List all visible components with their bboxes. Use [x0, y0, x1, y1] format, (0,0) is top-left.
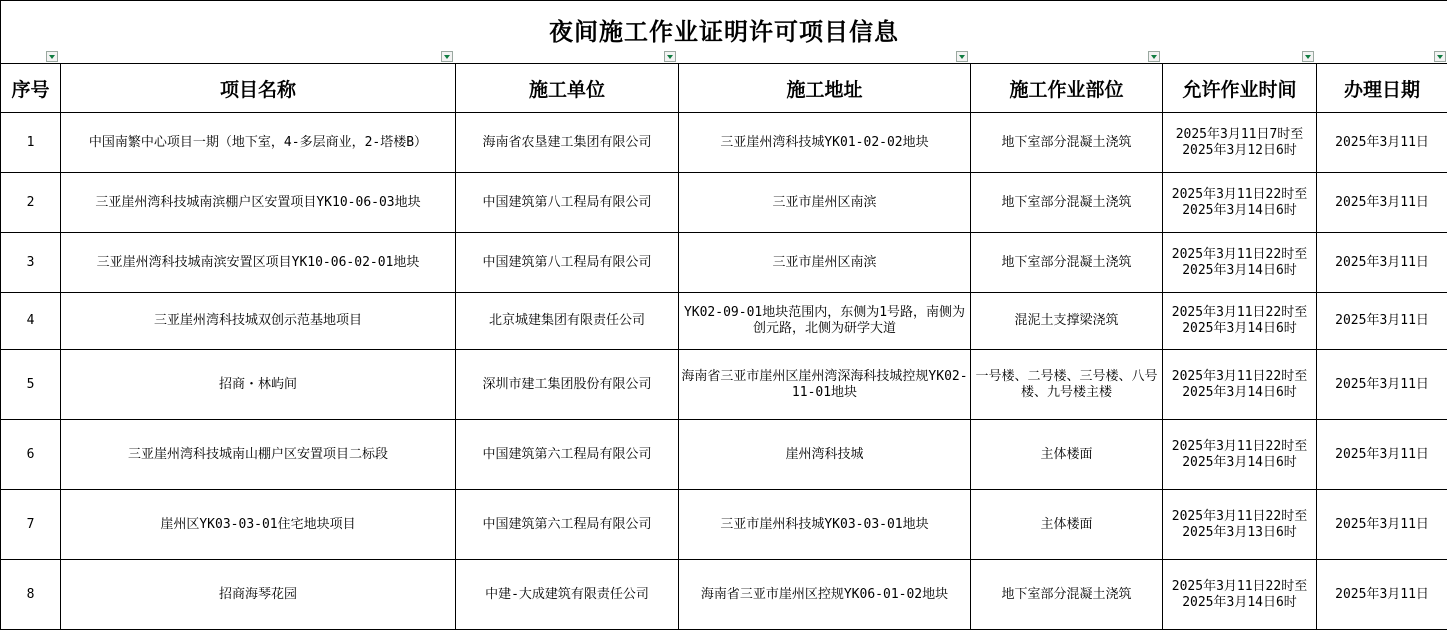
- time-start: 2025年3月11日7时至: [1175, 126, 1304, 142]
- time-end: 2025年3月14日6时: [1182, 384, 1297, 400]
- date-cell[interactable]: 2025年3月11日: [1317, 560, 1447, 630]
- unit-cell[interactable]: 中国建筑第八工程局有限公司: [456, 173, 679, 233]
- date-cell[interactable]: 2025年3月11日: [1317, 233, 1447, 293]
- time-cell[interactable]: [1163, 420, 1317, 490]
- unit-cell[interactable]: 深圳市建工集团股份有限公司: [456, 350, 679, 420]
- address-cell[interactable]: 三亚崖州湾科技城YK01-02-02地块: [679, 113, 971, 173]
- time-cell[interactable]: [1163, 350, 1317, 420]
- work-part-cell[interactable]: 地下室部分混凝土浇筑: [971, 560, 1163, 630]
- filter-dropdown-icon[interactable]: [1148, 51, 1160, 62]
- filter-dropdown-icon[interactable]: [1434, 51, 1446, 62]
- page-title: 夜间施工作业证明许可项目信息: [549, 16, 900, 46]
- address-cell[interactable]: 三亚市崖州区南滨: [679, 233, 971, 293]
- work-part-cell[interactable]: 主体楼面: [971, 490, 1163, 560]
- table-row: [1, 173, 1447, 233]
- filter-dropdown-icon[interactable]: [441, 51, 453, 62]
- header-cell[interactable]: 施工作业部位: [971, 64, 1163, 113]
- project-name-cell[interactable]: 招商海琴花园: [61, 560, 456, 630]
- address-cell[interactable]: 崖州湾科技城: [679, 420, 971, 490]
- header-cell[interactable]: 允许作业时间: [1163, 64, 1317, 113]
- row-number[interactable]: 3: [1, 233, 61, 293]
- row-number[interactable]: 2: [1, 173, 61, 233]
- time-cell[interactable]: [1163, 113, 1317, 173]
- time-end: 2025年3月14日6时: [1182, 262, 1297, 278]
- header-cell[interactable]: 序号: [1, 64, 61, 113]
- filter-row: [1, 50, 1447, 63]
- unit-cell[interactable]: 北京城建集团有限责任公司: [456, 293, 679, 350]
- address-cell[interactable]: 海南省三亚市崖州区控规YK06-01-02地块: [679, 560, 971, 630]
- time-start: 2025年3月11日22时至: [1171, 246, 1308, 262]
- date-cell[interactable]: 2025年3月11日: [1317, 293, 1447, 350]
- work-part-cell[interactable]: 混泥土支撑梁浇筑: [971, 293, 1163, 350]
- work-part-cell[interactable]: 地下室部分混凝土浇筑: [971, 233, 1163, 293]
- time-end: 2025年3月13日6时: [1182, 524, 1297, 540]
- table-row: [1, 490, 1447, 560]
- time-start: 2025年3月11日22时至: [1171, 186, 1308, 202]
- address-cell[interactable]: 三亚市崖州科技城YK03-03-01地块: [679, 490, 971, 560]
- unit-cell[interactable]: 中建-大成建筑有限责任公司: [456, 560, 679, 630]
- address-cell[interactable]: YK02-09-01地块范围内，东侧为1号路，南侧为创元路，北侧为研学大道: [679, 293, 971, 350]
- project-name-cell[interactable]: 崖州区YK03-03-01住宅地块项目: [61, 490, 456, 560]
- unit-cell[interactable]: 中国建筑第六工程局有限公司: [456, 490, 679, 560]
- time-start: 2025年3月11日22时至: [1171, 438, 1308, 454]
- title-cell: [1, 1, 1447, 64]
- filter-dropdown-icon[interactable]: [1302, 51, 1314, 62]
- project-name-cell[interactable]: 招商・林屿间: [61, 350, 456, 420]
- time-cell[interactable]: [1163, 233, 1317, 293]
- time-cell[interactable]: [1163, 173, 1317, 233]
- header-row: [1, 64, 1447, 113]
- unit-cell[interactable]: 中国建筑第八工程局有限公司: [456, 233, 679, 293]
- filter-dropdown-icon[interactable]: [664, 51, 676, 62]
- project-name-cell[interactable]: 三亚崖州湾科技城南滨安置区项目YK10-06-02-01地块: [61, 233, 456, 293]
- row-number[interactable]: 8: [1, 560, 61, 630]
- project-name-cell[interactable]: 三亚崖州湾科技城南山棚户区安置项目二标段: [61, 420, 456, 490]
- time-start: 2025年3月11日22时至: [1171, 368, 1308, 384]
- project-name-cell[interactable]: 中国南繁中心项目一期（地下室，4-多层商业，2-塔楼B）: [61, 113, 456, 173]
- unit-cell[interactable]: 海南省农垦建工集团有限公司: [456, 113, 679, 173]
- address-cell[interactable]: 海南省三亚市崖州区崖州湾深海科技城控规YK02-11-01地块: [679, 350, 971, 420]
- header-cell[interactable]: 施工单位: [456, 64, 679, 113]
- work-part-cell[interactable]: 地下室部分混凝土浇筑: [971, 113, 1163, 173]
- header-cell[interactable]: 施工地址: [679, 64, 971, 113]
- time-end: 2025年3月14日6时: [1182, 321, 1297, 336]
- table-row: [1, 560, 1447, 630]
- date-cell[interactable]: 2025年3月11日: [1317, 350, 1447, 420]
- date-cell[interactable]: 2025年3月11日: [1317, 490, 1447, 560]
- row-number[interactable]: 6: [1, 420, 61, 490]
- date-cell[interactable]: 2025年3月11日: [1317, 113, 1447, 173]
- project-name-cell[interactable]: 三亚崖州湾科技城双创示范基地项目: [61, 293, 456, 350]
- time-end: 2025年3月14日6时: [1182, 454, 1297, 470]
- table-row: [1, 420, 1447, 490]
- time-end: 2025年3月14日6时: [1182, 202, 1297, 218]
- time-end: 2025年3月12日6时: [1182, 142, 1297, 158]
- row-number[interactable]: 7: [1, 490, 61, 560]
- header-cell[interactable]: 办理日期: [1317, 64, 1447, 113]
- filter-dropdown-icon[interactable]: [46, 51, 58, 62]
- filter-dropdown-icon[interactable]: [956, 51, 968, 62]
- project-name-cell[interactable]: 三亚崖州湾科技城南滨棚户区安置项目YK10-06-03地块: [61, 173, 456, 233]
- table-row: [1, 350, 1447, 420]
- time-cell[interactable]: [1163, 560, 1317, 630]
- date-cell[interactable]: 2025年3月11日: [1317, 173, 1447, 233]
- work-part-cell[interactable]: 一号楼、二号楼、三号楼、八号楼、九号楼主楼: [971, 350, 1163, 420]
- time-end: 2025年3月14日6时: [1182, 594, 1297, 610]
- time-cell[interactable]: [1163, 293, 1317, 350]
- table-row: [1, 293, 1447, 350]
- address-cell[interactable]: 三亚市崖州区南滨: [679, 173, 971, 233]
- date-cell[interactable]: 2025年3月11日: [1317, 420, 1447, 490]
- row-number[interactable]: 5: [1, 350, 61, 420]
- table-row: [1, 233, 1447, 293]
- time-start: 2025年3月11日22时至: [1171, 305, 1308, 320]
- work-part-cell[interactable]: 主体楼面: [971, 420, 1163, 490]
- row-number[interactable]: 1: [1, 113, 61, 173]
- unit-cell[interactable]: 中国建筑第六工程局有限公司: [456, 420, 679, 490]
- time-start: 2025年3月11日22时至: [1171, 508, 1308, 524]
- header-cell[interactable]: 项目名称: [61, 64, 456, 113]
- time-cell[interactable]: [1163, 490, 1317, 560]
- time-start: 2025年3月11日22时至: [1171, 578, 1308, 594]
- table-row: [1, 113, 1447, 173]
- work-part-cell[interactable]: 地下室部分混凝土浇筑: [971, 173, 1163, 233]
- row-number[interactable]: 4: [1, 293, 61, 350]
